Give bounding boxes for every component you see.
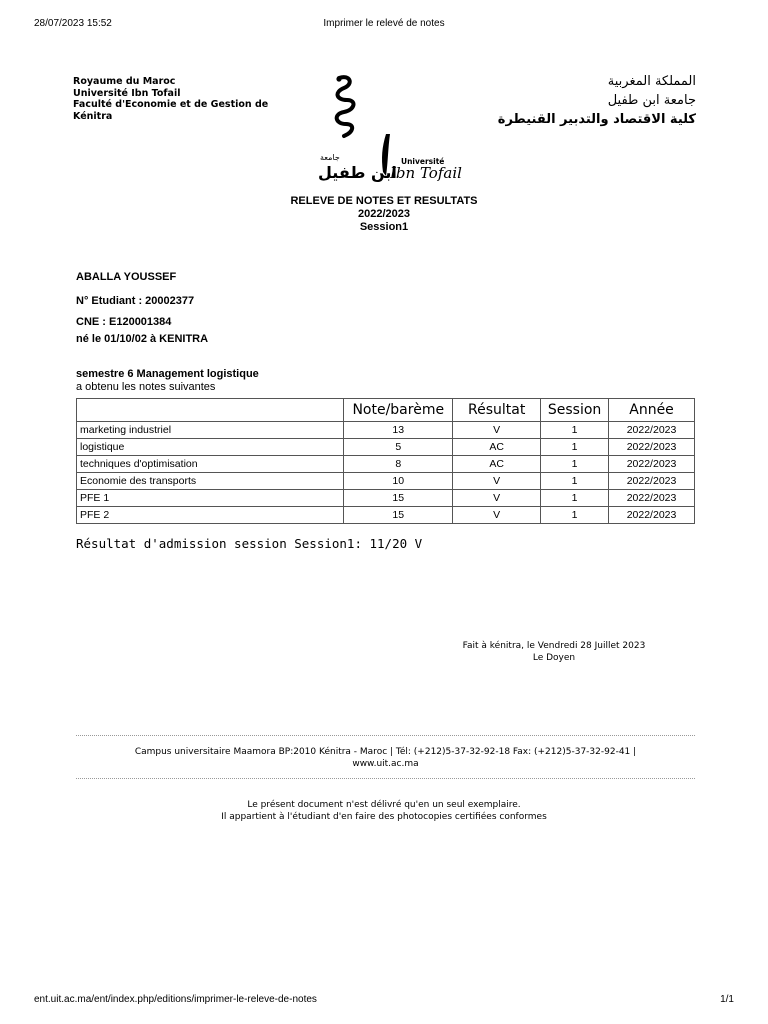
header-fr-faculty: Faculté d'Economie et de Gestion de Kénitra <box>73 99 269 122</box>
logo-text-universite: Université <box>401 157 445 166</box>
cell-note: 10 <box>344 473 453 490</box>
table-row <box>77 473 695 490</box>
cell-session: 1 <box>541 422 609 439</box>
divider-top <box>76 735 695 736</box>
document-year: 2022/2023 <box>358 208 410 220</box>
table-row <box>77 422 695 439</box>
student-number: N° Etudiant : 20002377 <box>76 295 195 307</box>
cell-annee: 2022/2023 <box>609 473 695 490</box>
cell-subject: PFE 2 <box>77 507 344 524</box>
table-row <box>77 439 695 456</box>
cell-resultat: V <box>453 507 541 524</box>
cell-subject: Economie des transports <box>77 473 344 490</box>
cell-resultat: V <box>453 473 541 490</box>
cell-subject: logistique <box>77 439 344 456</box>
grades-header-row <box>77 399 695 422</box>
header-ar-university: جامعة ابن طفيل <box>607 93 696 108</box>
header-ar-kingdom: المملكة المغربية <box>607 74 696 89</box>
cell-session: 1 <box>541 456 609 473</box>
header-arabic <box>496 72 696 129</box>
document-session: Session1 <box>359 221 409 233</box>
cell-note: 15 <box>344 507 453 524</box>
grades-table <box>76 398 695 524</box>
cell-annee: 2022/2023 <box>609 422 695 439</box>
notice-line-2: Il appartient à l'étudiant d'en faire des photocopies certifiées conformes <box>221 812 547 822</box>
campus-website: www.uit.ac.ma <box>352 759 419 769</box>
cell-resultat: V <box>453 422 541 439</box>
semester-subtitle: a obtenu les notes suivantes <box>76 381 216 393</box>
print-page-title: Imprimer le relevé de notes <box>323 18 445 29</box>
cell-note: 15 <box>344 490 453 507</box>
signature-block <box>430 640 678 664</box>
campus-info <box>76 746 695 770</box>
cell-resultat: AC <box>453 456 541 473</box>
cell-subject: PFE 1 <box>77 490 344 507</box>
document-notice <box>0 799 768 823</box>
col-header-annee: Année <box>609 399 695 422</box>
cell-annee: 2022/2023 <box>609 439 695 456</box>
cell-session: 1 <box>541 439 609 456</box>
campus-address: Campus universitaire Maamora BP:2010 Kénitra - Maroc | Tél: (+212)5-37-32-92-18 Fax: (+212)5-37-32-92-41 | <box>134 747 637 757</box>
cell-annee: 2022/2023 <box>609 490 695 507</box>
header-ar-faculty: كلية الاقتصاد والتدبير القنيطرة <box>497 112 696 127</box>
logo-text-ibn-tofail: Ibn Tofail <box>390 164 462 182</box>
notice-line-1: Le présent document n'est délivré qu'en un seul exemplaire. <box>247 800 521 810</box>
col-header-session: Session <box>541 399 609 422</box>
signature-place-date: Fait à kénitra, le Vendredi 28 Juillet 2023 <box>462 641 646 651</box>
admission-result: Résultat d'admission session Session1: 11/20 V <box>76 536 423 551</box>
logo-text-arabic-small: جامعة <box>320 153 340 162</box>
signature-role: Le Doyen <box>532 653 576 663</box>
col-header-note: Note/barème <box>344 399 453 422</box>
document-title: RELEVE DE NOTES ET RESULTATS <box>290 195 478 207</box>
document-title-block <box>0 195 768 234</box>
header-french <box>73 76 283 122</box>
cell-resultat: AC <box>453 439 541 456</box>
student-birth: né le 01/10/02 à KENITRA <box>76 333 209 345</box>
cell-note: 13 <box>344 422 453 439</box>
university-logo-graphic <box>314 72 462 190</box>
cell-annee: 2022/2023 <box>609 507 695 524</box>
logo-text-arabic-name: ابن طفيل <box>318 163 397 182</box>
print-footer-page: 1/1 <box>720 994 734 1005</box>
table-row <box>77 456 695 473</box>
cell-session: 1 <box>541 507 609 524</box>
cell-session: 1 <box>541 490 609 507</box>
print-datetime: 28/07/2023 15:52 <box>34 18 112 29</box>
header-fr-university: Université Ibn Tofail <box>73 87 181 99</box>
cell-subject: techniques d'optimisation <box>77 456 344 473</box>
cell-resultat: V <box>453 490 541 507</box>
cell-subject: marketing industriel <box>77 422 344 439</box>
table-row <box>77 507 695 524</box>
university-logo <box>314 72 462 190</box>
table-row <box>77 490 695 507</box>
cell-note: 8 <box>344 456 453 473</box>
print-footer-url: ent.uit.ac.ma/ent/index.php/editions/imprimer-le-releve-de-notes <box>34 994 317 1005</box>
col-header-subject <box>77 399 344 422</box>
cell-session: 1 <box>541 473 609 490</box>
semester-label: semestre 6 Management logistique <box>76 368 259 380</box>
divider-bottom <box>76 778 695 779</box>
student-cne: CNE : E120001384 <box>76 316 172 328</box>
student-name: ABALLA YOUSSEF <box>76 271 177 283</box>
col-header-resultat: Résultat <box>453 399 541 422</box>
cell-note: 5 <box>344 439 453 456</box>
header-fr-kingdom: Royaume du Maroc <box>73 76 176 87</box>
cell-annee: 2022/2023 <box>609 456 695 473</box>
